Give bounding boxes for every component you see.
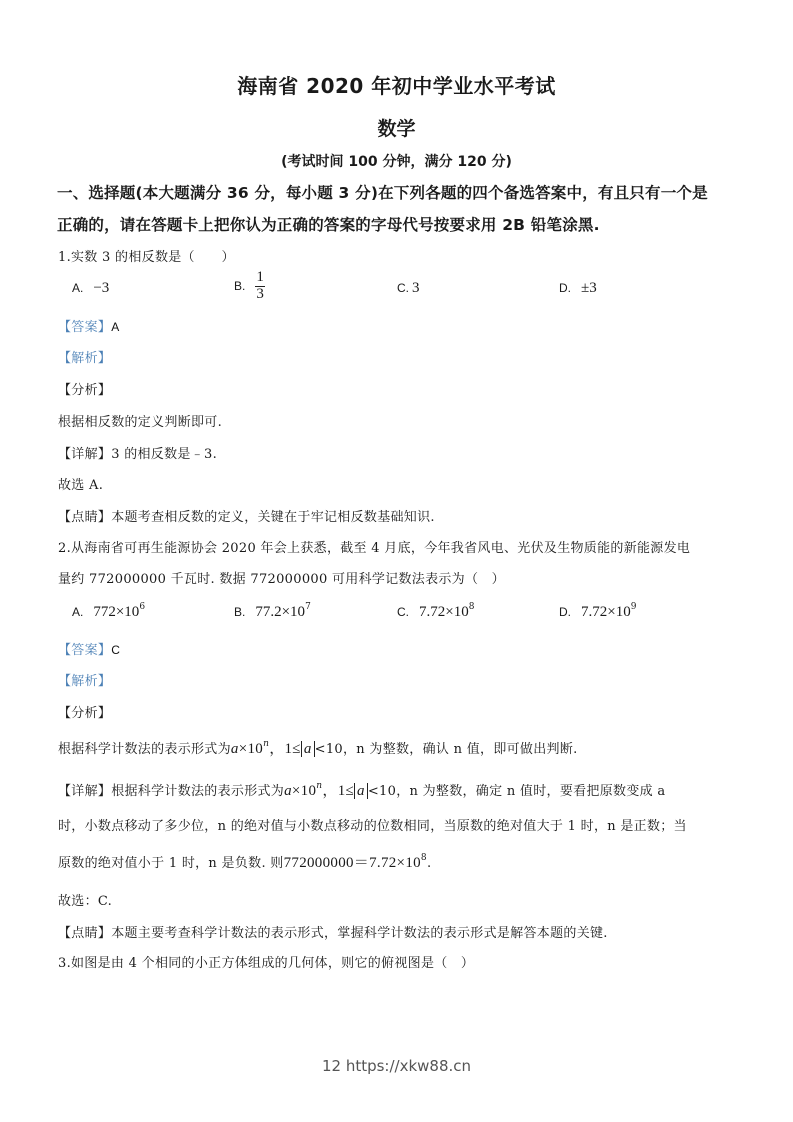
option-label: A. (72, 605, 84, 619)
dianjing-label: 【点睛】 (58, 510, 112, 525)
q2-stem-line2: 量约 772000000 千瓦时. 数据 772000000 可用科学记数法表示为（ ） (58, 572, 505, 587)
answer-value: A (111, 320, 120, 334)
xiangjie-label: 【详解】 (58, 447, 112, 462)
q3-stem: 3.如图是由 4 个相同的小正方体组成的几何体，则它的俯视图是（ ） (58, 956, 475, 971)
q1-option-b (234, 270, 265, 303)
formula-equation: 772000000＝7.72×10 (283, 855, 421, 871)
q2-option-a (72, 602, 145, 621)
answer-label: 【答案】 (58, 320, 112, 335)
q2-xiangjie-line1 (58, 779, 665, 800)
formula-abs: a (354, 783, 368, 799)
q1-option-a (72, 280, 109, 297)
page-footer: 12 https://xkw88.cn (321, 1057, 472, 1075)
q1-conclusion: 故选 A. (58, 478, 104, 493)
option-exponent: 9 (630, 602, 637, 612)
formula-abs: a (301, 741, 315, 757)
q1-stem: 1.实数 3 的相反数是（ ） (58, 250, 235, 265)
xiangjie-text: 3 的相反数是﹣3. (111, 447, 218, 462)
option-label: D. (559, 605, 571, 619)
formula-times: ×10 (238, 741, 264, 757)
formula-ineq: ，1≤ (322, 783, 355, 799)
xiangjie-text: 根据科学计数法的表示形式为 (111, 784, 285, 799)
option-label: B. (234, 605, 246, 619)
xiangjie-text-post: <10，n 为整数，确定 n 值时，要看把原数变成 a (367, 784, 666, 799)
q2-option-b (234, 602, 311, 621)
q2-option-c (397, 602, 474, 621)
q2-xiangjie-line3 (58, 851, 431, 872)
q1-option-d (559, 280, 597, 297)
q2-dianjing (58, 922, 608, 941)
q2-conclusion: 故选：C. (58, 894, 113, 909)
option-value: 3 (412, 280, 420, 296)
denominator: 3 (256, 285, 264, 302)
formula-ineq: ，1≤ (269, 741, 301, 757)
exam-info: (考试时间 100 分钟，满分 120 分) (281, 154, 512, 170)
xiangjie-label: 【详解】 (58, 784, 112, 799)
section-instructions-line1: 一、选择题(本大题满分 36 分，每小题 3 分)在下列各题的四个备选答案中，有且只有一个是 (57, 184, 708, 202)
formula-times: ×10 (291, 783, 317, 799)
q2-xiangjie-line2: 时，小数点移动了多少位，n 的绝对值与小数点移动的位数相同，当原数的绝对值大于 1 时，n 是正数；当 (58, 819, 687, 834)
q1-option-c (397, 280, 420, 297)
exam-title: 海南省 2020 年初中学业水平考试 (237, 74, 556, 98)
q2-fenxi (58, 737, 578, 758)
formula-a: a (284, 783, 292, 799)
q1-fenxi-label: 【分析】 (58, 383, 112, 398)
xiangjie-text: 原数的绝对值小于 1 时，n 是负数. 则 (58, 856, 284, 871)
q1-answer (58, 316, 120, 335)
answer-value: C (111, 643, 121, 657)
option-label: C. (397, 605, 409, 619)
option-label: A. (72, 281, 84, 295)
answer-label: 【答案】 (58, 643, 112, 658)
dianjing-text: 本题主要考查科学计数法的表示形式，掌握科学计数法的表示形式是解答本题的关键. (111, 926, 608, 941)
q2-option-d (559, 602, 636, 621)
option-exponent: 8 (468, 602, 475, 612)
option-value: ±3 (581, 280, 597, 296)
q2-fenxi-label: 【分析】 (58, 706, 112, 721)
option-exponent: 7 (305, 602, 311, 612)
period: . (426, 856, 432, 871)
option-base: 772×10 (93, 604, 140, 620)
subject-title: 数学 (377, 118, 416, 140)
fenxi-text: 根据科学计数法的表示形式为 (58, 742, 231, 757)
option-base: 7.72×10 (581, 604, 631, 620)
formula-exp: n (316, 781, 323, 791)
formula-a: a (230, 741, 239, 757)
q1-fenxi: 根据相反数的定义判断即可. (58, 415, 223, 430)
q1-xiangjie (58, 443, 217, 462)
dianjing-label: 【点睛】 (58, 926, 112, 941)
fenxi-text-post: <10，n 为整数，确认 n 值，即可做出判断. (314, 742, 578, 757)
option-exponent: 6 (139, 602, 146, 612)
fraction (255, 270, 265, 303)
option-label: C. (397, 281, 409, 295)
formula-exp: 8 (420, 853, 427, 863)
option-base: 77.2×10 (255, 604, 306, 620)
option-label: B. (234, 278, 246, 293)
formula-exp: n (263, 739, 270, 749)
option-value: −3 (93, 280, 110, 296)
q2-answer (58, 639, 120, 658)
q2-jiexi-label: 【解析】 (58, 674, 112, 689)
option-base: 7.72×10 (419, 604, 469, 620)
option-label: D. (559, 281, 571, 295)
section-instructions-line2: 正确的，请在答题卡上把你认为正确的答案的字母代号按要求用 2B 铅笔涂黑. (57, 216, 600, 234)
numerator: 1 (256, 269, 264, 285)
q1-jiexi-label: 【解析】 (58, 351, 112, 366)
dianjing-text: 本题考查相反数的定义，关键在于牢记相反数基础知识. (111, 510, 435, 525)
q1-dianjing (58, 506, 435, 525)
q2-stem-line1: 2.从海南省可再生能源协会 2020 年会上获悉，截至 4 月底，今年我省风电、光伏及生物质能的新能源发电 (58, 541, 691, 556)
